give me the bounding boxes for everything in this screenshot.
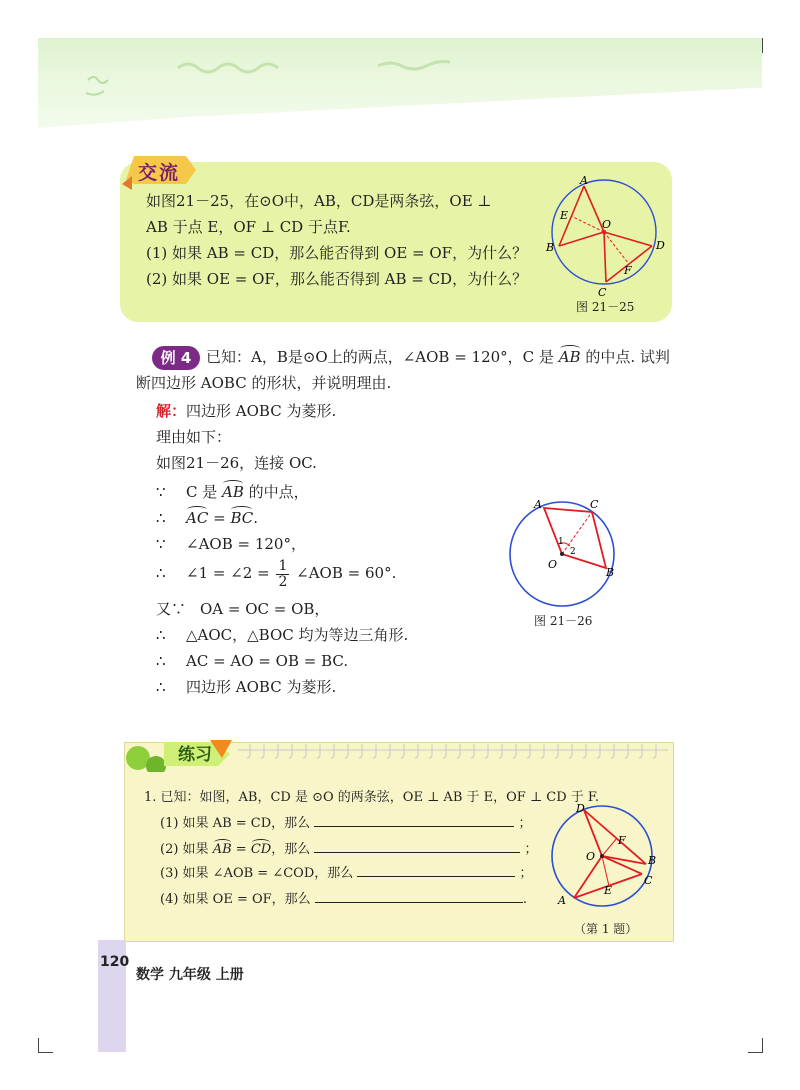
proof-step-8 bbox=[156, 674, 336, 700]
proof-step-6-symbol: ∴ bbox=[156, 626, 166, 644]
proof-step-2-end: . bbox=[253, 509, 259, 527]
practice-item-1-blank[interactable] bbox=[314, 812, 514, 827]
practice-item-3-blank[interactable] bbox=[357, 862, 515, 877]
proof-step-5-symbol: 又∵ bbox=[156, 600, 187, 618]
example-statement-arc: AB bbox=[558, 348, 581, 366]
fig25-label-c: C bbox=[598, 286, 607, 298]
figure-21-25 bbox=[540, 172, 670, 298]
example-statement-a: 已知：A，B是⊙O上的两点，∠AOB = 120°，C 是 bbox=[206, 348, 554, 366]
proof-step-3 bbox=[156, 531, 306, 557]
proof-step-1-b: 的中点， bbox=[248, 483, 309, 501]
practice-item-2-arc2: CD bbox=[250, 842, 272, 857]
practice-item-4-end: . bbox=[522, 892, 527, 907]
proof-step-2-arc2: BC bbox=[230, 509, 254, 527]
book-title: 数学 九年级 上册 bbox=[136, 967, 244, 983]
practice-fig-label-b: B bbox=[648, 854, 657, 867]
solution-line bbox=[156, 398, 336, 424]
practice-fig-label-a: A bbox=[558, 894, 566, 907]
practice-item-2-end: ； bbox=[524, 842, 538, 857]
practice-fig-label-c: C bbox=[644, 874, 653, 887]
fig25-label-e: E bbox=[560, 209, 569, 222]
proof-step-2-eq: = bbox=[213, 509, 226, 527]
fig26-label-1: 1 bbox=[558, 537, 564, 547]
solution-label: 解： bbox=[156, 402, 187, 420]
figure-21-26-caption: 图 21－26 bbox=[534, 614, 593, 628]
fig25-oe bbox=[571, 216, 604, 232]
practice-item-1-text: (1) 如果 AB = CD，那么 bbox=[160, 816, 311, 831]
fig26-label-c: C bbox=[590, 498, 599, 511]
fig25-of bbox=[604, 232, 629, 264]
proof-step-1-symbol: ∵ bbox=[156, 483, 166, 501]
exchange-title: 交流 bbox=[138, 162, 181, 184]
fraction-denominator: 2 bbox=[278, 573, 288, 590]
proof-step-3-text: ∠AOB = 120°， bbox=[186, 535, 306, 553]
proof-step-1-a: C 是 bbox=[186, 483, 218, 501]
figure-21-26 bbox=[500, 496, 636, 608]
proof-step-4-a: ∠1 = ∠2 = bbox=[186, 564, 270, 582]
practice-fig-of bbox=[602, 838, 617, 856]
proof-step-4 bbox=[156, 557, 396, 590]
practice-item-1 bbox=[160, 812, 531, 831]
fig25-label-f: F bbox=[624, 264, 632, 277]
proof-step-5 bbox=[156, 596, 329, 622]
practice-item-2-b: ，那么 bbox=[271, 842, 311, 857]
proof-step-2-symbol: ∴ bbox=[156, 509, 166, 527]
fig25-label-d: D bbox=[656, 239, 665, 252]
proof-step-6 bbox=[156, 622, 408, 648]
fig25-label-o: O bbox=[602, 218, 612, 231]
practice-item-3-text: (3) 如果 ∠AOB = ∠COD，那么 bbox=[160, 866, 354, 881]
proof-step-8-text: 四边形 AOBC 为菱形. bbox=[186, 678, 337, 696]
practice-item-4-text: (4) 如果 OE = OF，那么 bbox=[160, 892, 311, 907]
exchange-line1: 如图21－25，在⊙O中，AB，CD是两条弦，OE ⊥ bbox=[146, 192, 492, 210]
fig26-label-b: B bbox=[606, 566, 615, 579]
fig26-center bbox=[560, 552, 564, 556]
practice-figure-caption: （第 1 题） bbox=[574, 922, 638, 936]
proof-step-4-b: ∠AOB = 60°. bbox=[296, 564, 397, 582]
fig25-label-a: A bbox=[580, 174, 588, 187]
connect-line: 如图21－26，连接 OC. bbox=[156, 454, 317, 472]
proof-step-8-symbol: ∴ bbox=[156, 678, 166, 696]
fig25-od bbox=[604, 232, 652, 246]
fig26-oc bbox=[562, 512, 592, 554]
practice-item-2-eq: = bbox=[235, 842, 247, 857]
reason-intro: 理由如下： bbox=[156, 428, 232, 446]
practice-item-3-end: ； bbox=[519, 866, 533, 881]
proof-step-1-arc: AB bbox=[222, 483, 244, 501]
exchange-line2: AB 于点 E，OF ⊥ CD 于点F. bbox=[146, 218, 351, 236]
practice-item-4-blank[interactable] bbox=[315, 888, 523, 903]
exchange-tag bbox=[120, 150, 200, 190]
banner-decoration bbox=[38, 38, 762, 128]
practice-fig-label-o: O bbox=[586, 850, 596, 863]
practice-fig-label-f: F bbox=[618, 834, 626, 847]
proof-step-4-fraction bbox=[276, 559, 289, 590]
practice-item-2-blank[interactable] bbox=[314, 838, 520, 853]
fig26-label-o: O bbox=[548, 558, 558, 571]
fig25-oa bbox=[584, 186, 604, 232]
proof-step-2-arc1: AC bbox=[186, 509, 209, 527]
practice-fig-oe bbox=[602, 856, 609, 886]
proof-step-2 bbox=[156, 505, 258, 531]
practice-item-2-arc1: AB bbox=[212, 842, 232, 857]
practice-fig-label-d: D bbox=[576, 802, 585, 815]
figure-21-25-caption: 图 21－25 bbox=[576, 300, 635, 314]
fig25-oc bbox=[604, 232, 606, 282]
fig26-label-a: A bbox=[534, 498, 542, 511]
solution-text: 四边形 AOBC 为菱形. bbox=[186, 402, 337, 420]
proof-step-7-symbol: ∴ bbox=[156, 652, 166, 670]
practice-item-2-a: (2) 如果 bbox=[160, 842, 209, 857]
example-statement-line1 bbox=[206, 344, 670, 370]
crop-mark-br bbox=[748, 1038, 763, 1053]
practice-item-1-end: ； bbox=[518, 816, 532, 831]
proof-step-3-symbol: ∵ bbox=[156, 535, 166, 553]
page-number: 120 bbox=[100, 954, 130, 970]
fig26-label-2: 2 bbox=[570, 547, 576, 557]
practice-item-2 bbox=[160, 838, 538, 857]
proof-step-5-text: OA = OC = OB， bbox=[200, 600, 330, 618]
practice-fig-label-e: E bbox=[604, 884, 613, 897]
proof-step-1 bbox=[156, 479, 309, 505]
example-badge: 例 4 bbox=[152, 346, 200, 370]
exchange-q2: (2) 如果 OE = OF，那么能否得到 AB = CD，为什么？ bbox=[146, 270, 528, 288]
proof-step-6-text: △AOC，△BOC 均为等边三角形. bbox=[186, 626, 409, 644]
example-statement-b: 的中点. 试判 bbox=[585, 348, 670, 366]
proof-step-4-symbol: ∴ bbox=[156, 564, 166, 582]
header-banner bbox=[38, 38, 762, 128]
crop-mark-bl bbox=[38, 1038, 53, 1053]
proof-step-7-text: AC = AO = OB = BC. bbox=[186, 652, 349, 670]
fig25-label-b: B bbox=[546, 241, 555, 254]
fraction-numerator: 1 bbox=[278, 557, 288, 574]
practice-item-4 bbox=[160, 888, 527, 907]
example-statement-line2: 断四边形 AOBC 的形状，并说明理由. bbox=[136, 374, 392, 392]
practice-figure bbox=[540, 798, 668, 918]
exchange-q1: (1) 如果 AB = CD，那么能否得到 OE = OF，为什么？ bbox=[146, 244, 528, 262]
practice-q1: 1. 已知：如图，AB，CD 是 ⊙O 的两条弦，OE ⊥ AB 于 E，OF ⊥ CD 于 F. bbox=[144, 790, 600, 805]
practice-item-3 bbox=[160, 862, 533, 881]
practice-title: 练习 bbox=[178, 745, 212, 765]
proof-step-7 bbox=[156, 648, 348, 674]
fig25-ob bbox=[559, 232, 604, 246]
